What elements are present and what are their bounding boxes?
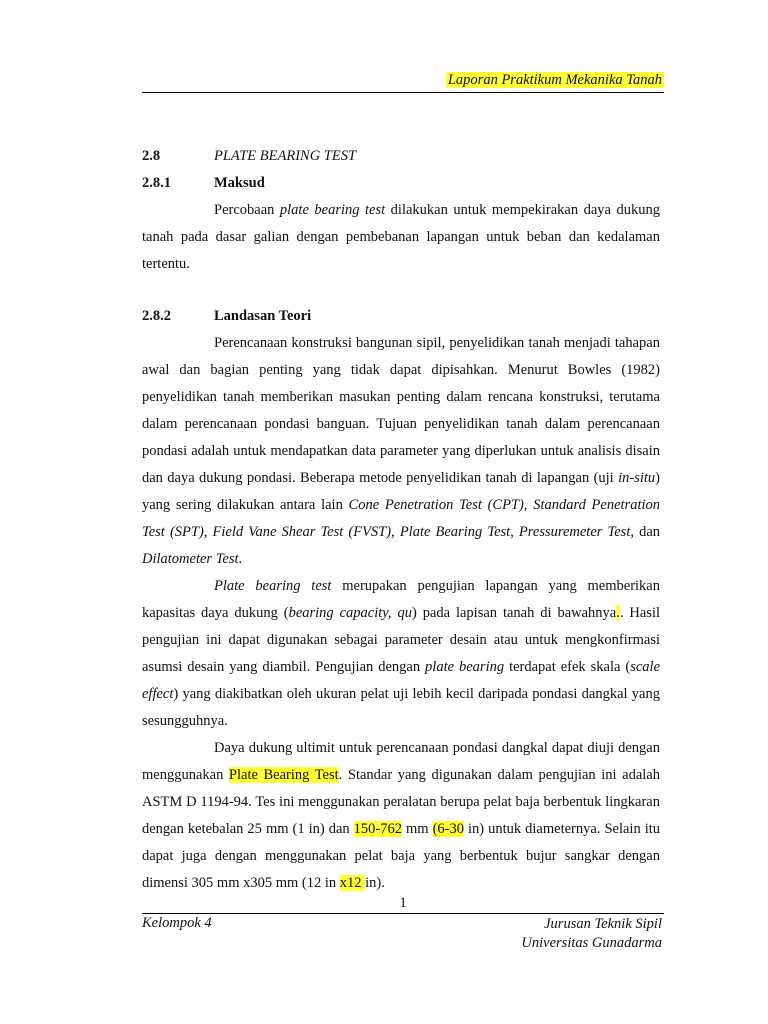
- document-body: [142, 143, 660, 897]
- text: ,: [510, 524, 519, 540]
- subsection-title: Maksud: [214, 175, 265, 191]
- text: in).: [365, 875, 385, 891]
- footer-university: Universitas Gunadarma: [521, 935, 662, 951]
- header-title: Laporan Praktikum Mekanika Tanah: [447, 72, 662, 88]
- footer-group: Kelompok 4: [142, 915, 212, 931]
- text: dilakukan untuk mempekirakan daya dukung tanah pada dasar galian dengan pembebanan lapangan untuk beban dan kedalaman tertentu.: [142, 202, 660, 272]
- footer-institution: [142, 915, 662, 953]
- text: Percobaan: [214, 202, 280, 218]
- text-italic: Pressuremeter Test: [518, 524, 631, 540]
- header-rule: [142, 92, 664, 93]
- text-highlight: x12: [339, 875, 366, 891]
- text: ,: [203, 524, 213, 540]
- text: .: [238, 551, 243, 567]
- paragraph-maksud: [142, 197, 660, 278]
- subsection-number: 2.8.2: [142, 308, 171, 324]
- text: . Hasil pengujian ini dapat digunakan sebagai parameter desain atau untuk mengkonfirmasi asumsi desain yang diambil. Pengujian dengan: [142, 605, 661, 675]
- text-italic: plate bearing: [425, 659, 505, 675]
- text: merupakan pengujian lapangan yang memberikan kapasitas daya dukung (: [142, 578, 660, 621]
- text-italic: Standard Penetration Test (SPT): [142, 497, 661, 540]
- text: ) pada lapisan tanah di bawahnya: [411, 605, 617, 621]
- text: ,: [523, 497, 534, 513]
- paragraph-teori-1: [142, 330, 660, 573]
- subsection-number: 2.8.1: [142, 175, 171, 191]
- footer-department: Jurusan Teknik Sipil: [544, 916, 662, 932]
- text: in) untuk diameternya. Selain itu dapat juga dengan menggunakan pelat baja yang berbentuk bujur sangkar dengan dimensi 305 mm x305 mm (12 in: [142, 821, 661, 891]
- text-italic: plate bearing test: [279, 202, 386, 218]
- page-number: 1: [399, 895, 407, 911]
- text-italic: Dilatometer Test: [142, 551, 239, 567]
- text-italic: Cone Penetration Test (CPT): [348, 497, 524, 513]
- subsection-title: Landasan Teori: [214, 308, 312, 324]
- section-title: PLATE BEARING TEST: [214, 148, 357, 164]
- text-italic: Plate Bearing Test: [399, 524, 511, 540]
- text-italic: Plate bearing test: [214, 578, 332, 594]
- text: Daya dukung ultimit untuk perencanaan pondasi dangkal dapat diuji dengan menggunakan: [142, 740, 660, 783]
- text-italic: bearing capacity, qu: [288, 605, 412, 621]
- text: ) yang sering dilakukan antara lain: [142, 470, 660, 513]
- running-header: [142, 72, 664, 89]
- text: , dan: [630, 524, 661, 540]
- text-italic: scale effect: [142, 659, 661, 702]
- text-highlight: 150-762: [353, 821, 402, 837]
- text: ) yang diakibatkan oleh ukuran pelat uji lebih kecil daripada pondasi dangkal yang sesungguhnya.: [142, 686, 660, 729]
- text-italic: in-situ: [618, 470, 656, 486]
- text-highlight: (6-30: [432, 821, 464, 837]
- subsection-heading-teori: [142, 303, 660, 330]
- footer-rule: [142, 913, 664, 914]
- paragraph-teori-3: [142, 735, 660, 897]
- paragraph-teori-2: [142, 573, 660, 735]
- section-heading: [142, 143, 660, 170]
- text: terdapat efek skala (: [504, 659, 631, 675]
- text: Perencanaan konstruksi bangunan sipil, penyelidikan tanah menjadi tahapan awal dan bagian penting yang tidak dapat dipisahkan. Menurut Bowles (1982) penyelidikan tanah memberikan masukan penting dalam rencana konstruksi, terutama dalam perencanaan pondasi banguan. Tujuan penyelidikan tanah dalam perencanaan pondasi adalah untuk mendapatkan data parameter yang diperlukan untuk analisis disain dan daya dukung pondasi. Beberapa metode penyelidikan tanah di lapangan (uji: [142, 335, 660, 486]
- text: ,: [391, 524, 400, 540]
- text: mm: [402, 821, 433, 837]
- text-highlight: .: [616, 605, 620, 621]
- section-number: 2.8: [142, 148, 161, 164]
- text: . Standar yang digunakan dalam pengujian ini adalah ASTM D 1194-94. Tes ini menggunakan peralatan berupa pelat baja berbentuk lingkaran dengan ketebalan 25 mm (1 in) dan: [142, 767, 660, 837]
- subsection-heading-maksud: [142, 170, 660, 197]
- text-italic: Field Vane Shear Test (FVST): [212, 524, 392, 540]
- text-highlight: Plate Bearing Test: [228, 767, 339, 783]
